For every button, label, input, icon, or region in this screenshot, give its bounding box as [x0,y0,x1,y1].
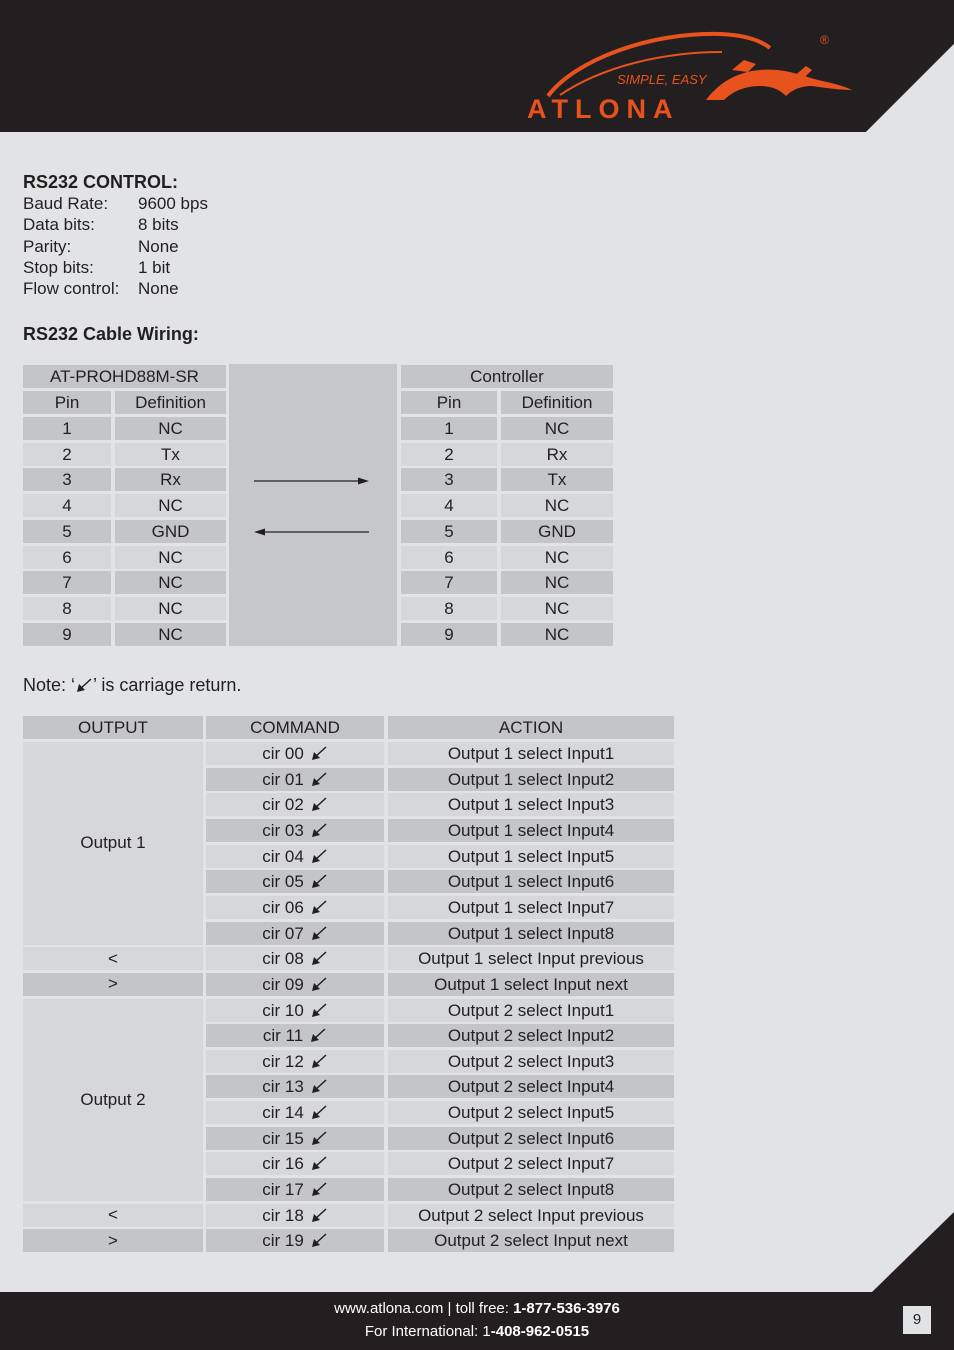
right-pin-cell: 7 [401,571,497,594]
output-column-header: OUTPUT [23,716,203,739]
right-pin-cell: 4 [401,494,497,517]
action-cell: Output 2 select Input4 [388,1075,674,1098]
command-text: cir 00 [262,744,304,763]
right-device-header: Controller [401,365,613,388]
left-pin-header: Pin [23,391,111,414]
right-definition-cell: Rx [501,443,613,466]
command-text: cir 11 [262,1026,304,1046]
left-pin-cell: 5 [23,520,111,543]
action-cell: Output 1 select Input4 [388,819,674,842]
rs232-control-title: RS232 CONTROL: [23,172,179,192]
command-column-header: COMMAND [206,716,384,739]
left-pin-cell: 9 [23,623,111,646]
left-definition-cell: NC [115,494,226,517]
footer-toll-free-number: 1-877-536-3976 [513,1300,620,1317]
action-cell: Output 1 select Input7 [388,896,674,919]
command-text: cir 15 [262,1128,304,1148]
page-number: 9 [903,1306,931,1334]
right-definition-cell: NC [501,597,613,620]
right-pin-cell: 8 [401,597,497,620]
left-definition-cell: NC [115,623,226,646]
command-text: cir 12 [262,1051,304,1071]
output-group-cell: > [23,1229,203,1252]
left-definition-cell: Rx [115,468,226,491]
command-text: cir 14 [262,1103,304,1123]
left-pin-cell: 7 [23,571,111,594]
output-group-cell: Output 1 [23,742,203,945]
right-definition-header: Definition [501,391,613,414]
output-group-cell: > [23,973,203,996]
left-definition-header: Definition [115,391,226,414]
spec-label: Baud Rate: [23,194,109,213]
command-text: cir 03 [262,820,304,840]
command-text: cir 09 [262,974,304,994]
left-definition-cell: GND [115,520,226,543]
action-cell: Output 2 select Input6 [388,1127,674,1150]
action-cell: Output 1 select Input3 [388,793,674,816]
footer-international-label: For International: 1 [364,1323,491,1340]
action-cell: Output 1 select Input1 [388,742,674,765]
left-pin-cell: 1 [23,417,111,440]
action-cell: Output 2 select Input previous [388,1204,674,1227]
spec-label: Flow control: [23,279,120,299]
action-cell: Output 1 select Input6 [388,870,674,893]
logo-tagline: SIMPLE, EASY [617,72,707,87]
right-pin-cell: 5 [401,520,497,543]
right-pin-cell: 6 [401,546,497,569]
left-definition-cell: NC [115,571,226,594]
spec-value: None [138,279,179,299]
output-group-cell: Output 2 [23,999,203,1202]
action-cell: Output 1 select Input next [388,973,674,996]
cable-wiring-title: RS232 Cable Wiring: [23,324,199,344]
logo-wordmark: ATLONA [527,94,680,124]
right-definition-cell: NC [501,417,613,440]
spec-label: Stop bits: [23,257,94,277]
note-suffix: ’ is carriage return. [93,675,242,695]
right-pin-header: Pin [401,391,497,414]
spec-value: None [138,236,179,256]
left-pin-cell: 6 [23,546,111,569]
action-cell: Output 2 select Input next [388,1229,674,1252]
action-cell: Output 2 select Input3 [388,1050,674,1073]
right-pin-cell: 9 [401,623,497,646]
left-definition-cell: NC [115,546,226,569]
command-text: cir 19 [262,1231,304,1251]
output-group-cell: < [23,947,203,970]
spec-label: Data bits: [23,215,95,235]
command-text: cir 01 [262,769,304,789]
footer-contact-line [0,1300,954,1317]
registered-mark: ® [820,33,829,47]
left-pin-cell: 3 [23,468,111,491]
right-pin-cell: 1 [401,417,497,440]
spec-label: Parity: [23,236,72,256]
left-pin-cell: 8 [23,597,111,620]
command-text: cir 16 [262,1154,304,1174]
command-text: cir 02 [262,795,304,815]
action-cell: Output 2 select Input7 [388,1152,674,1175]
spec-value: 1 bit [138,257,171,277]
left-definition-cell: Tx [115,443,226,466]
spec-value: 8 bits [138,215,179,235]
left-definition-cell: NC [115,417,226,440]
command-text: cir 17 [262,1180,304,1200]
action-column-header: ACTION [388,716,674,739]
right-pin-cell: 3 [401,468,497,491]
action-cell: Output 2 select Input2 [388,1024,674,1047]
right-definition-cell: NC [501,571,613,594]
left-device-header: AT-PROHD88M-SR [23,365,226,388]
right-pin-cell: 2 [401,443,497,466]
footer-international-line [0,1323,954,1340]
command-text: cir 10 [262,1000,304,1020]
right-definition-cell: GND [501,520,613,543]
right-definition-cell: NC [501,623,613,646]
output-group-cell: < [23,1204,203,1227]
left-pin-cell: 4 [23,494,111,517]
command-text: cir 07 [262,923,304,943]
command-text: cir 04 [262,846,304,866]
command-text: cir 18 [262,1205,304,1225]
action-cell: Output 1 select Input5 [388,845,674,868]
command-text: cir 13 [262,1077,304,1097]
action-cell: Output 1 select Input2 [388,768,674,791]
page-footer [0,1292,954,1350]
right-definition-cell: NC [501,546,613,569]
action-cell: Output 1 select Input previous [388,947,674,970]
note-prefix: Note: ‘ [23,675,76,695]
action-cell: Output 2 select Input5 [388,1101,674,1124]
command-text: cir 06 [262,897,304,917]
right-definition-cell: Tx [501,468,613,491]
spec-value: 9600 bps [138,194,208,213]
right-definition-cell: NC [501,494,613,517]
command-text: cir 05 [262,872,304,892]
left-pin-cell: 2 [23,443,111,466]
action-cell: Output 1 select Input8 [388,922,674,945]
action-cell: Output 2 select Input1 [388,999,674,1022]
command-text: cir 08 [262,949,304,969]
action-cell: Output 2 select Input8 [388,1178,674,1201]
left-definition-cell: NC [115,597,226,620]
footer-website: www.atlona.com | toll free: [334,1300,514,1317]
footer-international-number: -408-962-0515 [490,1323,590,1340]
